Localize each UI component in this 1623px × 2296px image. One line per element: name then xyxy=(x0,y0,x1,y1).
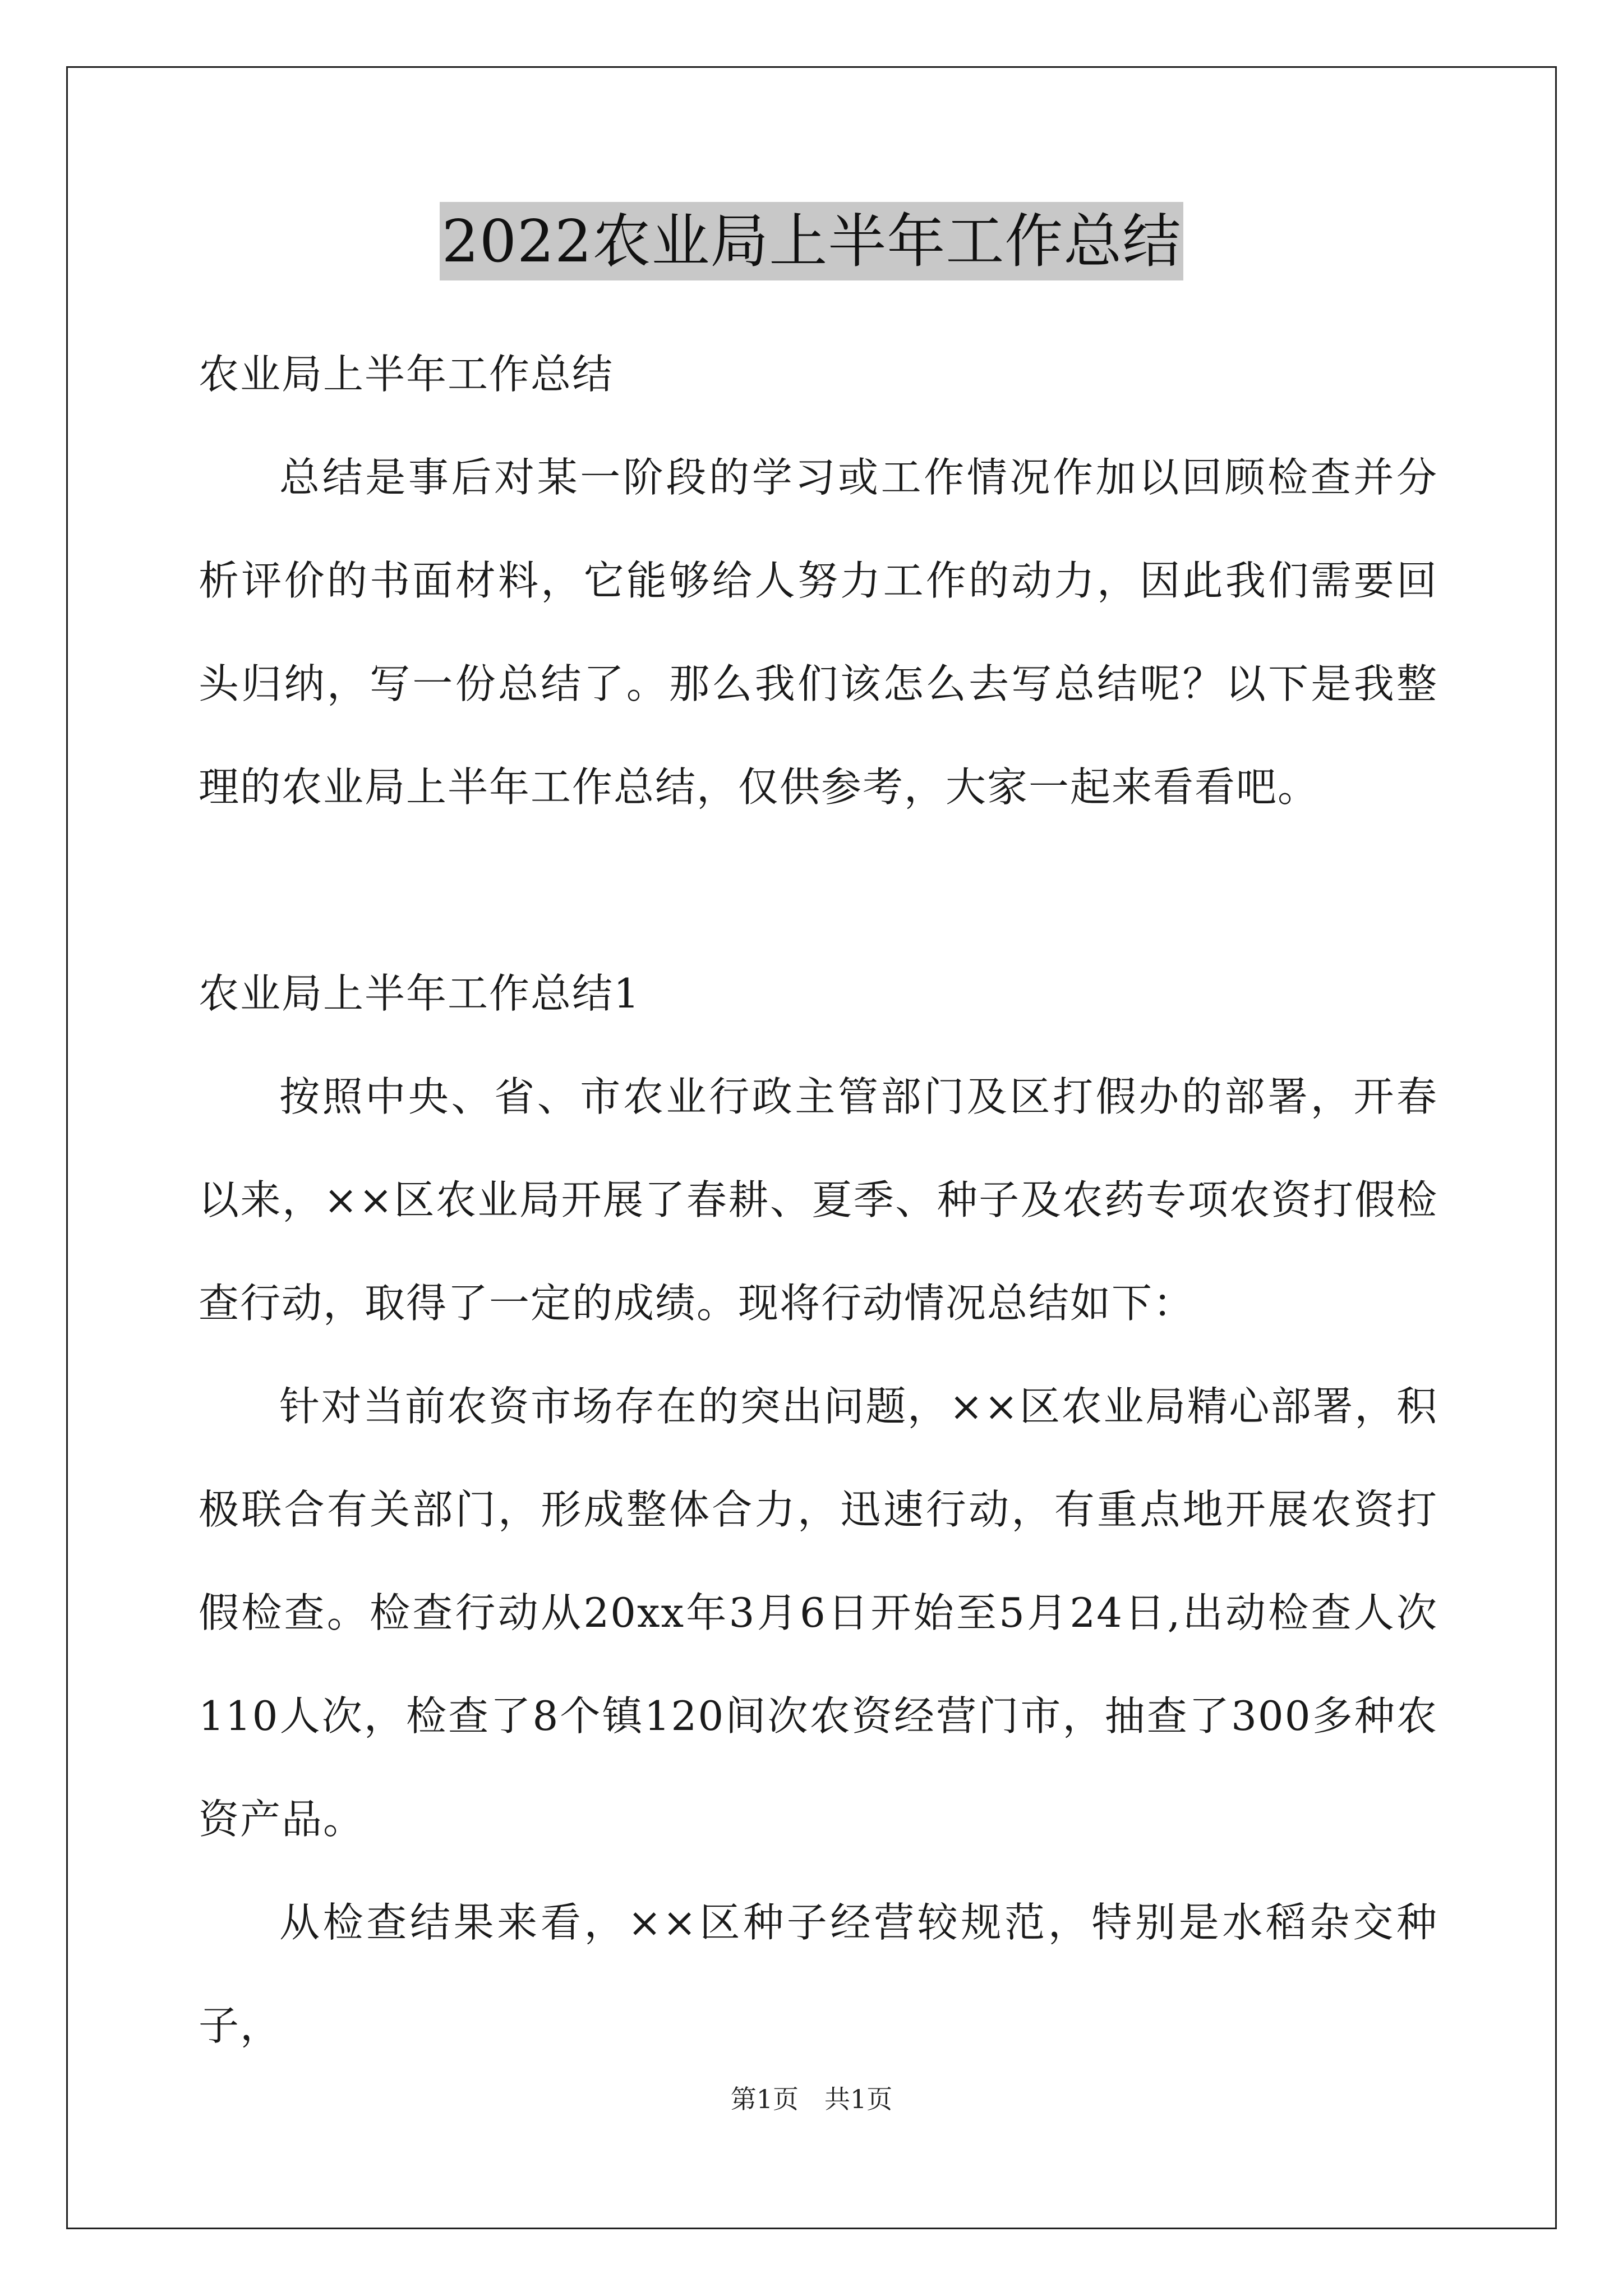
paragraph-overview: 按照中央、省、市农业行政主管部门及区打假办的部署，开春以来，××区农业局开展了春耕、夏季、种子及农药专项农资打假检查行动，取得了一定的成绩。现将行动情况总结如下： xyxy=(199,1073,1438,1327)
page-footer xyxy=(0,2082,1623,2116)
document-title: 2022农业局上半年工作总结 xyxy=(440,202,1184,280)
page-number: 第1页 xyxy=(730,2084,799,2114)
paragraph-intro: 总结是事后对某一阶段的学习或工作情况作加以回顾检查并分析评价的书面材料，它能够给人努力工作的动力，因此我们需要回头归纳，写一份总结了。那么我们该怎么去写总结呢？以下是我整理的农业局上半年工作总结，仅供参考，大家一起来看看吧。 xyxy=(199,454,1438,811)
paragraph-results: 从检查结果来看，××区种子经营较规范，特别是水稻杂交种子， xyxy=(199,1899,1438,2049)
title-container xyxy=(0,202,1623,280)
document-body xyxy=(199,323,1438,2077)
blank-line xyxy=(199,839,1438,942)
paragraph-inspection: 针对当前农资市场存在的突出问题，××区农业局精心部署，积极联合有关部门，形成整体合力，迅速行动，有重点地开展农资打假检查。检查行动从20xx年3月6日开始至5月24日,出动检查人次110人次，检查了8个镇120间次农资经营门市，抽查了300多种农资产品。 xyxy=(199,1383,1438,1843)
section-heading-1: 农业局上半年工作总结1 xyxy=(199,970,640,1017)
section-heading-intro: 农业局上半年工作总结 xyxy=(199,351,614,398)
page-total: 共1页 xyxy=(824,2084,893,2114)
